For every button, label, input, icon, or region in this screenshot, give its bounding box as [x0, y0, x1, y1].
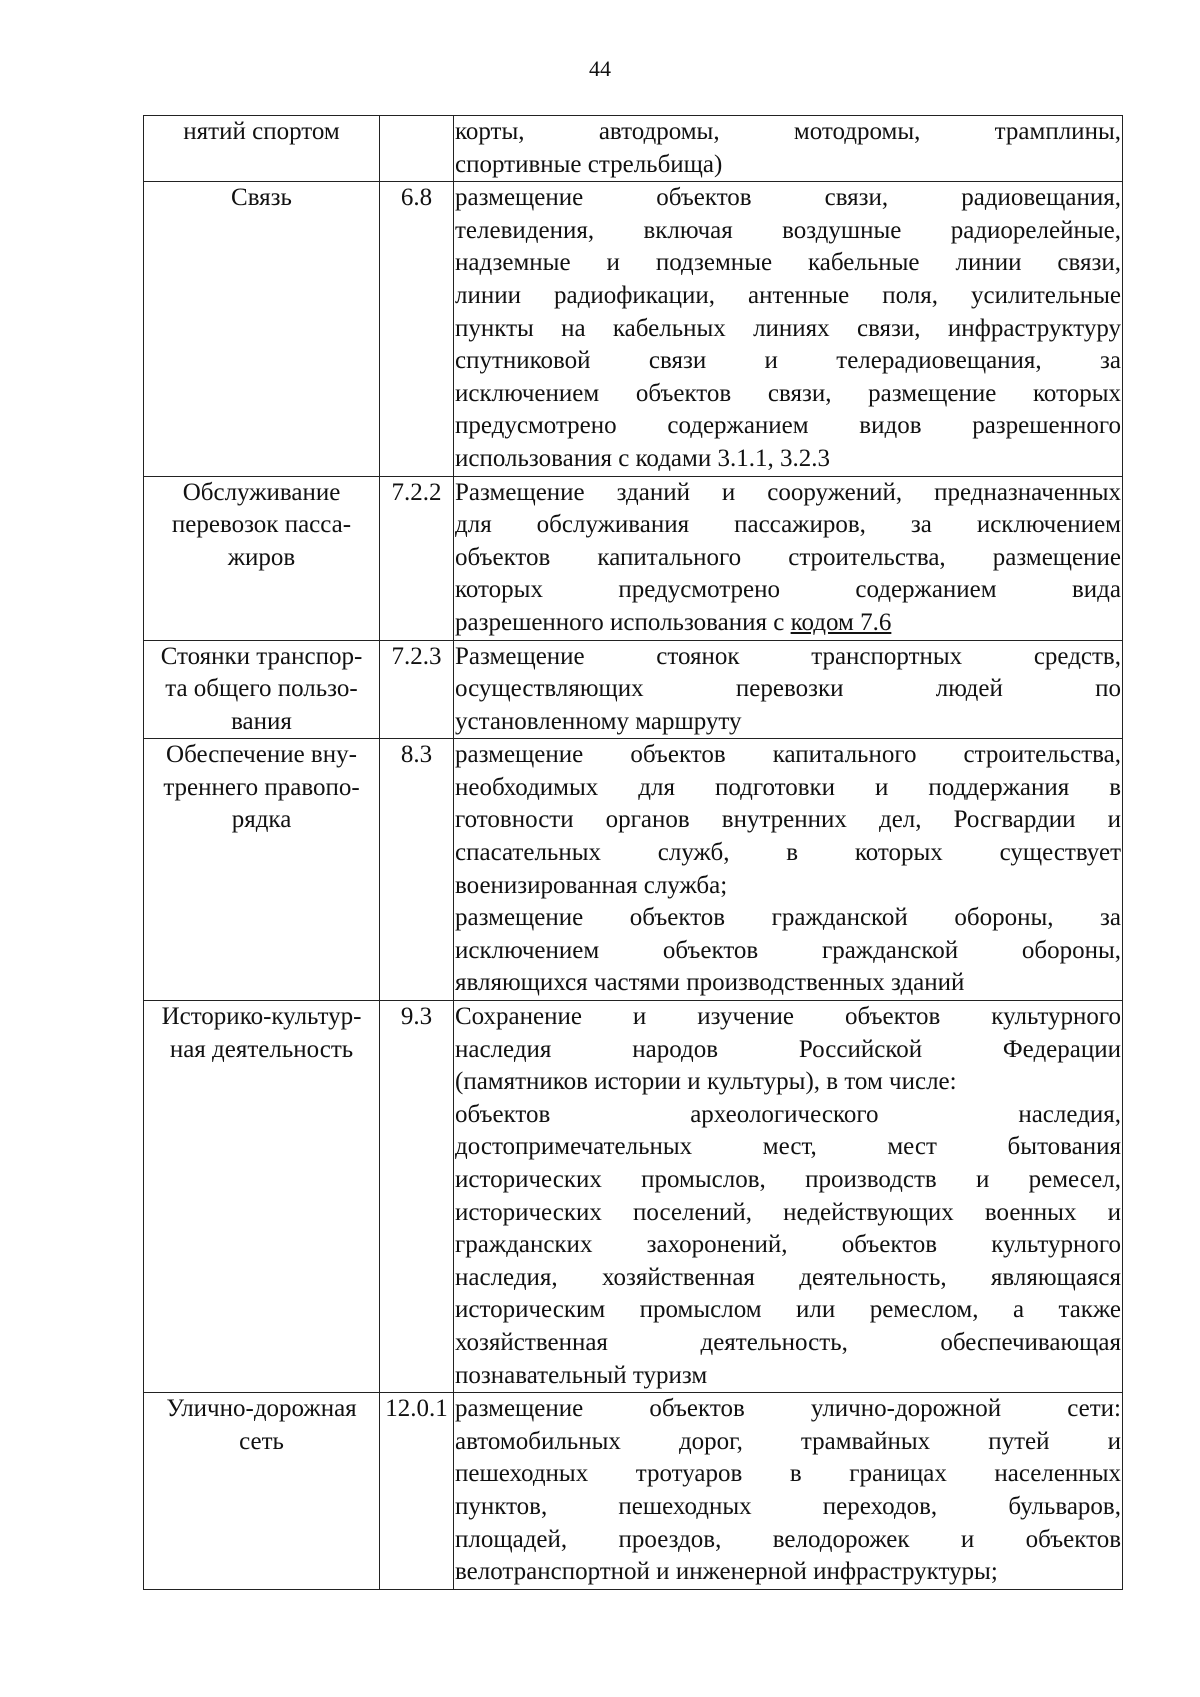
use-type-name: [144, 640, 380, 739]
use-type-name-line: ная деятельность: [169, 1035, 354, 1063]
use-type-code: 7.2.2: [380, 476, 454, 640]
description-line: установленному маршруту: [455, 707, 742, 735]
description-line: предусмотрено содержанием видов разрешенного: [455, 412, 1121, 440]
description-line: размещение объектов связи, радиовещания,: [455, 184, 1121, 212]
description-line: спутниковой связи и телерадиовещания, за: [455, 347, 1121, 375]
description-line: Размещение стоянок транспортных средств,: [455, 642, 1121, 670]
use-type-name-line: перевозок пасса-: [171, 511, 352, 539]
table-row: [144, 476, 1123, 640]
description-line: готовности органов внутренних дел, Росгвардии и: [455, 806, 1121, 834]
description-line: использования с кодами 3.1.1, 3.2.3: [455, 444, 830, 472]
description-line: размещение объектов гражданской обороны, за: [455, 904, 1121, 932]
use-type-name-line: Улично-дорожная: [166, 1395, 357, 1423]
use-type-name-line: вания: [231, 707, 292, 735]
code-reference-link[interactable]: кодом 7.6: [790, 608, 892, 636]
table-row: [144, 640, 1123, 739]
use-type-description: [454, 739, 1123, 1001]
description-line: телевидения, включая воздушные радиорелейные,: [455, 216, 1121, 244]
description-line: исторических промыслов, производств и ремесел,: [455, 1166, 1121, 1193]
use-type-description: [454, 640, 1123, 739]
use-type-code: [380, 116, 454, 182]
use-type-name-line: нятий спортом: [183, 118, 340, 145]
use-type-name-line: треннего правопо-: [163, 773, 360, 801]
table-row: [144, 1393, 1123, 1590]
description-line: для обслуживания пассажиров, за исключением: [455, 511, 1121, 539]
use-type-description: [454, 116, 1123, 182]
description-line: (памятников истории и культуры), в том числе:: [455, 1068, 957, 1096]
use-type-code: 8.3: [380, 739, 454, 1001]
description-line: необходимых для подготовки и поддержания в: [455, 773, 1121, 801]
description-line: являющихся частями производственных зданий: [455, 969, 965, 997]
description-line: исключением объектов гражданской обороны,: [455, 936, 1121, 964]
description-line: наследия народов Российской Федерации: [455, 1035, 1121, 1063]
description-line: пунктов, пешеходных переходов, бульваров,: [455, 1492, 1121, 1520]
description-line: хозяйственная деятельность, обеспечивающая: [455, 1328, 1121, 1356]
description-line: исключением объектов связи, размещение которых: [455, 379, 1121, 407]
page-number: 44: [589, 56, 611, 81]
description-line: спасательных служб, в которых существует: [455, 839, 1121, 867]
description-line: велотранспортной и инженерной инфраструктуры;: [455, 1558, 998, 1586]
description-line: достопримечательных мест, мест бытования: [455, 1133, 1121, 1161]
use-type-name-line: Стоянки транспор-: [160, 642, 363, 670]
description-line: наследия, хозяйственная деятельность, являющаяся: [455, 1263, 1121, 1291]
use-type-name-line: рядка: [231, 806, 292, 834]
description-line: корты, автодромы, мотодромы, трамплины,: [455, 118, 1121, 145]
description-line: автомобильных дорог, трамвайных путей и: [455, 1427, 1121, 1455]
description-line: [455, 607, 1121, 640]
description-line: Сохранение и изучение объектов культурного: [455, 1003, 1121, 1031]
description-line: спортивные стрельбища): [455, 150, 723, 178]
description-line: познавательный туризм: [455, 1361, 708, 1389]
use-type-name-line: Историко-культур-: [161, 1003, 362, 1031]
description-line: исторических поселений, недействующих военных и: [455, 1198, 1121, 1226]
table-row: [144, 739, 1123, 1001]
description-line: военизированная служба;: [455, 871, 728, 899]
use-type-name: [144, 182, 380, 476]
description-line: размещение объектов улично-дорожной сети:: [455, 1395, 1121, 1423]
table-row: [144, 182, 1123, 476]
use-type-description: [454, 182, 1123, 476]
use-type-name-line: жиров: [227, 543, 296, 571]
land-use-table: [143, 115, 1123, 1590]
use-type-code: 6.8: [380, 182, 454, 476]
use-type-description: [454, 1001, 1123, 1393]
use-type-name: [144, 739, 380, 1001]
use-type-code: 12.0.1: [380, 1393, 454, 1590]
description-line: которых предусмотрено содержанием вида: [455, 576, 1121, 604]
use-type-description: [454, 476, 1123, 640]
description-text: разрешенного использования с: [455, 608, 791, 636]
description-line: линии радиофикации, антенные поля, усилительные: [455, 281, 1121, 309]
use-type-name: [144, 476, 380, 640]
description-line: пункты на кабельных линиях связи, инфраструктуру: [455, 314, 1121, 342]
use-type-name-line: Обслуживание: [182, 478, 341, 506]
use-type-name-line: Обеспечение вну-: [166, 741, 357, 769]
description-line: площадей, проездов, велодорожек и объектов: [455, 1525, 1121, 1553]
description-line: гражданских захоронений, объектов культурного: [455, 1231, 1121, 1259]
use-type-code: 7.2.3: [380, 640, 454, 739]
table-row: [144, 116, 1123, 182]
description-line: пешеходных тротуаров в границах населенных: [455, 1460, 1121, 1488]
use-type-name: [144, 116, 380, 182]
use-type-code: 9.3: [380, 1001, 454, 1393]
description-line: осуществляющих перевозки людей по: [455, 675, 1121, 703]
use-type-name-line: сеть: [239, 1427, 284, 1455]
use-type-name-line: Связь: [231, 184, 292, 212]
use-type-name: [144, 1001, 380, 1393]
use-type-name-line: та общего пользо-: [165, 675, 358, 703]
description-line: Размещение зданий и сооружений, предназначенных: [455, 478, 1121, 506]
table-row: [144, 1001, 1123, 1393]
use-type-name: [144, 1393, 380, 1590]
description-line: надземные и подземные кабельные линии связи,: [455, 249, 1121, 277]
description-line: объектов археологического наследия,: [455, 1100, 1121, 1128]
description-line: объектов капитального строительства, размещение: [455, 543, 1121, 571]
description-line: размещение объектов капитального строительства,: [455, 741, 1121, 769]
description-line: историческим промыслом или ремеслом, а также: [455, 1296, 1121, 1324]
use-type-description: [454, 1393, 1123, 1590]
